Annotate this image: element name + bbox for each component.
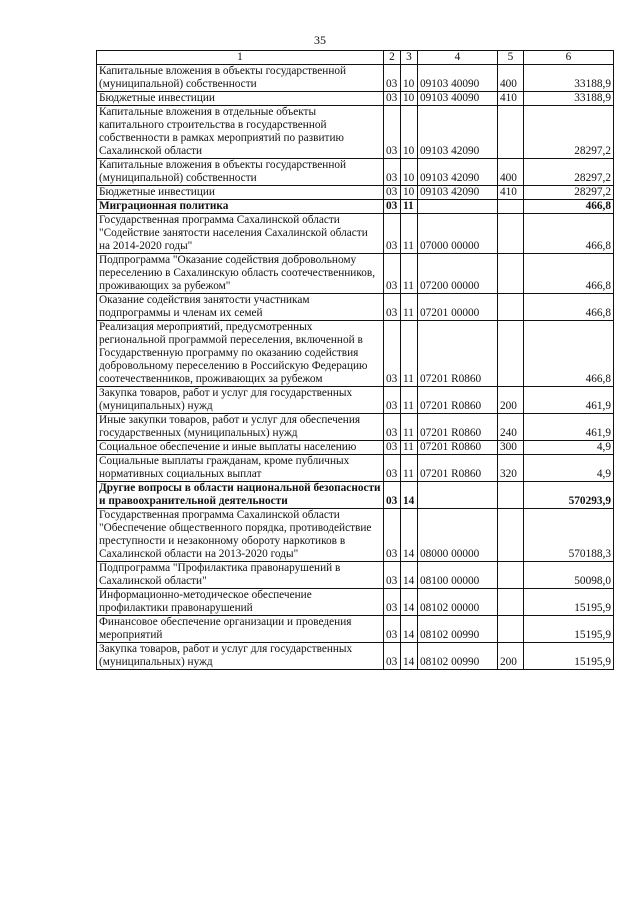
row-name-cell: Социальные выплаты гражданам, кроме публичных нормативных социальных выплат: [97, 455, 384, 482]
row-name-cell: Оказание содействия занятости участникам подпрограммы и членам их семей: [97, 294, 384, 321]
row-subsection-cell: 11: [401, 214, 418, 254]
row-target-article-cell: 09103 42090: [418, 106, 498, 159]
row-target-article-cell: 07000 00000: [418, 214, 498, 254]
row-expense-type-cell: [498, 214, 524, 254]
row-subsection-cell: 10: [401, 159, 418, 186]
row-name-cell: Другие вопросы в области национальной безопасности и правоохранительной деятельности: [97, 482, 384, 509]
row-subsection-cell: 14: [401, 616, 418, 643]
row-target-article-cell: 09103 40090: [418, 92, 498, 106]
row-subsection-cell: 11: [401, 254, 418, 294]
row-amount-cell: 15195,9: [524, 643, 614, 670]
row-amount-cell: 466,8: [524, 214, 614, 254]
row-expense-type-cell: [498, 589, 524, 616]
header-cell: 2: [384, 51, 401, 65]
row-expense-type-cell: [498, 200, 524, 214]
row-name-cell: Реализация мероприятий, предусмотренных региональной программой переселения, включенной в Государственную программу по оказанию содействия добровольному переселению в Российскую Федерацию соотечественников, проживающих за рубежом: [97, 321, 384, 387]
row-expense-type-cell: [498, 616, 524, 643]
header-cell: 4: [418, 51, 498, 65]
row-section-cell: 03: [384, 186, 401, 200]
table-row: [97, 482, 614, 509]
row-section-cell: 03: [384, 455, 401, 482]
row-section-cell: 03: [384, 65, 401, 92]
row-amount-cell: 33188,9: [524, 65, 614, 92]
row-subsection-cell: 11: [401, 200, 418, 214]
row-expense-type-cell: 320: [498, 455, 524, 482]
row-amount-cell: 466,8: [524, 200, 614, 214]
table-row: [97, 589, 614, 616]
row-subsection-cell: 10: [401, 106, 418, 159]
row-subsection-cell: 10: [401, 186, 418, 200]
row-subsection-cell: 14: [401, 589, 418, 616]
row-subsection-cell: 10: [401, 65, 418, 92]
table-row: [97, 455, 614, 482]
row-subsection-cell: 14: [401, 562, 418, 589]
row-name-cell: Бюджетные инвестиции: [97, 186, 384, 200]
row-amount-cell: 570293,9: [524, 482, 614, 509]
row-target-article-cell: 09103 40090: [418, 65, 498, 92]
row-amount-cell: 28297,2: [524, 186, 614, 200]
row-expense-type-cell: 400: [498, 65, 524, 92]
header-row: [97, 51, 614, 65]
table-row: [97, 387, 614, 414]
row-name-cell: Миграционная политика: [97, 200, 384, 214]
table-row: [97, 92, 614, 106]
row-name-cell: Закупка товаров, работ и услуг для государственных (муниципальных) нужд: [97, 643, 384, 670]
row-target-article-cell: 07201 R0860: [418, 441, 498, 455]
row-target-article-cell: [418, 200, 498, 214]
row-expense-type-cell: 200: [498, 387, 524, 414]
table-row: [97, 441, 614, 455]
header-cell: 6: [524, 51, 614, 65]
row-target-article-cell: 07201 R0860: [418, 414, 498, 441]
row-section-cell: 03: [384, 321, 401, 387]
row-subsection-cell: 11: [401, 387, 418, 414]
row-amount-cell: 33188,9: [524, 92, 614, 106]
row-section-cell: 03: [384, 643, 401, 670]
row-expense-type-cell: [498, 562, 524, 589]
row-name-cell: Капитальные вложения в объекты государственной (муниципальной) собственности: [97, 65, 384, 92]
row-amount-cell: 28297,2: [524, 159, 614, 186]
row-name-cell: Подпрограмма "Профилактика правонарушений в Сахалинской области": [97, 562, 384, 589]
row-expense-type-cell: 410: [498, 92, 524, 106]
row-section-cell: 03: [384, 200, 401, 214]
row-expense-type-cell: 400: [498, 159, 524, 186]
row-target-article-cell: 08102 00990: [418, 616, 498, 643]
table-row: [97, 186, 614, 200]
row-name-cell: Закупка товаров, работ и услуг для государственных (муниципальных) нужд: [97, 387, 384, 414]
row-name-cell: Государственная программа Сахалинской области "Содействие занятости населения Сахалинской области на 2014-2020 годы": [97, 214, 384, 254]
row-target-article-cell: [418, 482, 498, 509]
row-name-cell: Социальное обеспечение и иные выплаты населению: [97, 441, 384, 455]
row-target-article-cell: 09103 42090: [418, 159, 498, 186]
table-row: [97, 643, 614, 670]
row-expense-type-cell: [498, 294, 524, 321]
table-row: [97, 414, 614, 441]
row-expense-type-cell: 410: [498, 186, 524, 200]
row-amount-cell: 4,9: [524, 441, 614, 455]
row-expense-type-cell: [498, 321, 524, 387]
row-subsection-cell: 14: [401, 509, 418, 562]
header-cell: 1: [97, 51, 384, 65]
row-target-article-cell: 07201 R0860: [418, 455, 498, 482]
row-section-cell: 03: [384, 387, 401, 414]
row-section-cell: 03: [384, 254, 401, 294]
row-target-article-cell: 08000 00000: [418, 509, 498, 562]
row-section-cell: 03: [384, 482, 401, 509]
row-section-cell: 03: [384, 106, 401, 159]
row-name-cell: Иные закупки товаров, работ и услуг для обеспечения государственных (муниципальных) нужд: [97, 414, 384, 441]
row-target-article-cell: 07201 R0860: [418, 321, 498, 387]
row-amount-cell: 15195,9: [524, 616, 614, 643]
table-row: [97, 200, 614, 214]
row-expense-type-cell: 200: [498, 643, 524, 670]
row-amount-cell: 466,8: [524, 254, 614, 294]
row-target-article-cell: 08100 00000: [418, 562, 498, 589]
row-section-cell: 03: [384, 509, 401, 562]
table-row: [97, 509, 614, 562]
row-amount-cell: 4,9: [524, 455, 614, 482]
header-cell: 5: [498, 51, 524, 65]
row-subsection-cell: 11: [401, 321, 418, 387]
row-expense-type-cell: [498, 254, 524, 294]
row-subsection-cell: 11: [401, 414, 418, 441]
table-row: [97, 321, 614, 387]
row-section-cell: 03: [384, 294, 401, 321]
page-number: 35: [314, 33, 326, 47]
row-amount-cell: 28297,2: [524, 106, 614, 159]
row-target-article-cell: 07200 00000: [418, 254, 498, 294]
row-name-cell: Финансовое обеспечение организации и проведения мероприятий: [97, 616, 384, 643]
row-subsection-cell: 11: [401, 294, 418, 321]
row-section-cell: 03: [384, 414, 401, 441]
row-name-cell: Бюджетные инвестиции: [97, 92, 384, 106]
row-section-cell: 03: [384, 441, 401, 455]
row-name-cell: Капитальные вложения в объекты государственной (муниципальной) собственности: [97, 159, 384, 186]
row-name-cell: Государственная программа Сахалинской области "Обеспечение общественного порядка, противодействие преступности и незаконному обороту наркотиков в Сахалинской области на 2013-2020 годы": [97, 509, 384, 562]
row-subsection-cell: 14: [401, 482, 418, 509]
row-expense-type-cell: [498, 509, 524, 562]
row-section-cell: 03: [384, 214, 401, 254]
row-subsection-cell: 11: [401, 441, 418, 455]
row-amount-cell: 461,9: [524, 414, 614, 441]
row-amount-cell: 466,8: [524, 321, 614, 387]
row-subsection-cell: 10: [401, 92, 418, 106]
row-amount-cell: 50098,0: [524, 562, 614, 589]
row-section-cell: 03: [384, 562, 401, 589]
row-expense-type-cell: 240: [498, 414, 524, 441]
row-amount-cell: 15195,9: [524, 589, 614, 616]
row-expense-type-cell: [498, 106, 524, 159]
row-name-cell: Информационно-методическое обеспечение профилактики правонарушений: [97, 589, 384, 616]
row-section-cell: 03: [384, 616, 401, 643]
table-row: [97, 254, 614, 294]
row-expense-type-cell: 300: [498, 441, 524, 455]
table-row: [97, 106, 614, 159]
row-target-article-cell: 08102 00990: [418, 643, 498, 670]
table-row: [97, 159, 614, 186]
table-row: [97, 562, 614, 589]
row-target-article-cell: 07201 00000: [418, 294, 498, 321]
row-amount-cell: 570188,3: [524, 509, 614, 562]
row-target-article-cell: 08102 00000: [418, 589, 498, 616]
row-subsection-cell: 14: [401, 643, 418, 670]
row-section-cell: 03: [384, 589, 401, 616]
row-section-cell: 03: [384, 159, 401, 186]
row-expense-type-cell: [498, 482, 524, 509]
row-subsection-cell: 11: [401, 455, 418, 482]
row-name-cell: Капитальные вложения в отдельные объекты капитального строительства в государственной собственности в рамках мероприятий по развитию Сахалинской области: [97, 106, 384, 159]
row-amount-cell: 461,9: [524, 387, 614, 414]
row-target-article-cell: 09103 42090: [418, 186, 498, 200]
row-section-cell: 03: [384, 92, 401, 106]
table-row: [97, 214, 614, 254]
table-row: [97, 65, 614, 92]
row-name-cell: Подпрограмма "Оказание содействия добровольному переселению в Сахалинскую область соотечественников, проживающих за рубежом": [97, 254, 384, 294]
header-cell: 3: [401, 51, 418, 65]
row-amount-cell: 466,8: [524, 294, 614, 321]
table-row: [97, 294, 614, 321]
row-target-article-cell: 07201 R0860: [418, 387, 498, 414]
table-row: [97, 616, 614, 643]
budget-table: [96, 50, 614, 670]
